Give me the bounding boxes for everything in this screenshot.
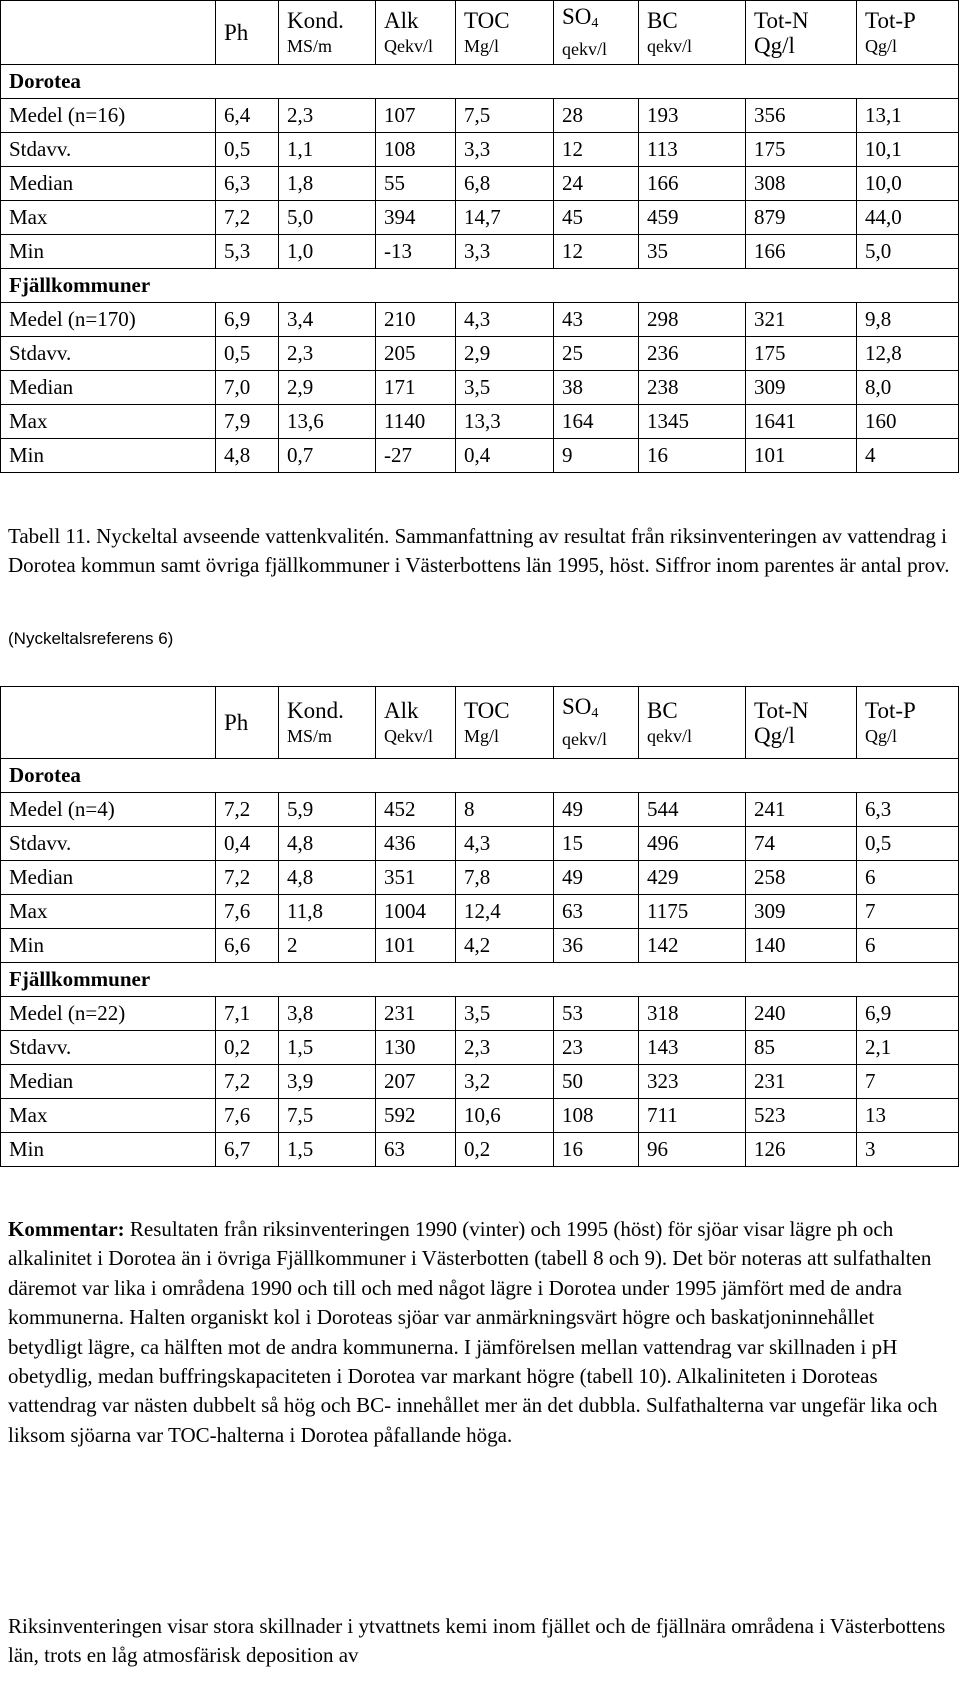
table-cell: 241 bbox=[746, 793, 857, 827]
row-label: Medel (n=170) bbox=[1, 303, 216, 337]
header-corner-cell bbox=[1, 1, 216, 65]
column-header-unit: Qg/l bbox=[754, 722, 795, 748]
table-cell: 2,3 bbox=[456, 1031, 554, 1065]
table-cell: 1175 bbox=[639, 895, 746, 929]
table-cell: 2,9 bbox=[279, 371, 376, 405]
table-cell: 38 bbox=[554, 371, 639, 405]
table-cell: 175 bbox=[746, 133, 857, 167]
table-cell: 3,4 bbox=[279, 303, 376, 337]
table-cell: 9,8 bbox=[857, 303, 959, 337]
column-header-name: TOC bbox=[464, 697, 510, 723]
table-cell: 13,3 bbox=[456, 405, 554, 439]
table-cell: 49 bbox=[554, 793, 639, 827]
table-cell: 0,4 bbox=[456, 439, 554, 473]
section-row bbox=[1, 269, 959, 303]
column-header-subscript: 4 bbox=[591, 706, 599, 721]
column-header bbox=[554, 687, 639, 759]
column-header bbox=[279, 687, 376, 759]
table-cell: 3 bbox=[857, 1133, 959, 1167]
table-cell: 240 bbox=[746, 997, 857, 1031]
column-header-name-wrap bbox=[562, 4, 638, 37]
column-header bbox=[279, 1, 376, 65]
column-header-name: Kond. bbox=[287, 697, 344, 723]
column-header-subscript: 4 bbox=[591, 16, 599, 31]
table-cell: 113 bbox=[639, 133, 746, 167]
table-row bbox=[1, 997, 959, 1031]
table-cell: 35 bbox=[639, 235, 746, 269]
table-cell: 193 bbox=[639, 99, 746, 133]
table-cell: 1,5 bbox=[279, 1031, 376, 1065]
table-cell: 321 bbox=[746, 303, 857, 337]
table-cell: 4,8 bbox=[216, 439, 279, 473]
row-label: Min bbox=[1, 439, 216, 473]
table-cell: 3,8 bbox=[279, 997, 376, 1031]
table-cell: 166 bbox=[639, 167, 746, 201]
table-cell: 10,0 bbox=[857, 167, 959, 201]
table-cell: 142 bbox=[639, 929, 746, 963]
table-cell: 15 bbox=[554, 827, 639, 861]
table-cell: 107 bbox=[376, 99, 456, 133]
table-cell: 258 bbox=[746, 861, 857, 895]
table-row bbox=[1, 201, 959, 235]
table-row bbox=[1, 133, 959, 167]
column-header-unit: Qg/l bbox=[865, 35, 898, 56]
table-cell: 5,3 bbox=[216, 235, 279, 269]
table-cell: 356 bbox=[746, 99, 857, 133]
table-cell: 205 bbox=[376, 337, 456, 371]
table-cell: 309 bbox=[746, 895, 857, 929]
table-cell: 7,2 bbox=[216, 793, 279, 827]
table-cell: 2,3 bbox=[279, 99, 376, 133]
caption-reference: (Nyckeltalsreferens 6) bbox=[8, 629, 174, 648]
table-row bbox=[1, 1065, 959, 1099]
table-cell: 44,0 bbox=[857, 201, 959, 235]
table-cell: -27 bbox=[376, 439, 456, 473]
table-cell: 43 bbox=[554, 303, 639, 337]
table-cell: 53 bbox=[554, 997, 639, 1031]
table-cell: 1004 bbox=[376, 895, 456, 929]
table-cell: 4,3 bbox=[456, 827, 554, 861]
row-label: Stdavv. bbox=[1, 133, 216, 167]
table-cell: 2,1 bbox=[857, 1031, 959, 1065]
table-cell: 164 bbox=[554, 405, 639, 439]
row-label: Min bbox=[1, 929, 216, 963]
table-cell: 7,5 bbox=[456, 99, 554, 133]
row-label: Median bbox=[1, 1065, 216, 1099]
column-header bbox=[746, 687, 857, 759]
column-header bbox=[216, 1, 279, 65]
final-paragraph: Riksinventeringen visar stora skillnader i ytvattnets kemi inom fjället och de fjällnära områdena i Västerbottens län, trots en låg atmosfärisk deposition av bbox=[8, 1614, 946, 1668]
table-cell: 7,9 bbox=[216, 405, 279, 439]
row-label: Stdavv. bbox=[1, 1031, 216, 1065]
table-cell: 4,3 bbox=[456, 303, 554, 337]
table-cell: 10,6 bbox=[456, 1099, 554, 1133]
table-row bbox=[1, 337, 959, 371]
table-cell: 7,1 bbox=[216, 997, 279, 1031]
column-header-unit: qekv/l bbox=[562, 729, 607, 749]
table-cell: 0,2 bbox=[216, 1031, 279, 1065]
column-header-name: BC bbox=[647, 697, 678, 723]
table-cell: 429 bbox=[639, 861, 746, 895]
table-cell: 7,6 bbox=[216, 1099, 279, 1133]
table-cell: 210 bbox=[376, 303, 456, 337]
column-header-unit: Qg/l bbox=[865, 725, 898, 746]
column-header bbox=[456, 687, 554, 759]
table-row bbox=[1, 405, 959, 439]
table-cell: 171 bbox=[376, 371, 456, 405]
table-cell: 9 bbox=[554, 439, 639, 473]
table-cell: 12,8 bbox=[857, 337, 959, 371]
table-row bbox=[1, 861, 959, 895]
table-cell: 1641 bbox=[746, 405, 857, 439]
section-title: Dorotea bbox=[1, 65, 959, 99]
table-cell: 0,4 bbox=[216, 827, 279, 861]
column-header bbox=[554, 1, 639, 65]
header-row bbox=[1, 687, 959, 759]
table-cell: 6,3 bbox=[216, 167, 279, 201]
table-cell: 459 bbox=[639, 201, 746, 235]
column-header bbox=[456, 1, 554, 65]
table-cell: 130 bbox=[376, 1031, 456, 1065]
table-cell: 7 bbox=[857, 895, 959, 929]
table-cell: 7 bbox=[857, 1065, 959, 1099]
column-header-name: SO bbox=[562, 4, 592, 29]
table-cell: 3,9 bbox=[279, 1065, 376, 1099]
table-cell: 175 bbox=[746, 337, 857, 371]
table-cell: 8 bbox=[456, 793, 554, 827]
column-header bbox=[376, 1, 456, 65]
table-cell: 36 bbox=[554, 929, 639, 963]
table-cell: 12 bbox=[554, 133, 639, 167]
table-cell: 13,1 bbox=[857, 99, 959, 133]
table-cell: 4,8 bbox=[279, 827, 376, 861]
table-row bbox=[1, 793, 959, 827]
table-cell: 16 bbox=[554, 1133, 639, 1167]
table-cell: 236 bbox=[639, 337, 746, 371]
table-cell: 2 bbox=[279, 929, 376, 963]
column-header-unit: Qg/l bbox=[754, 32, 795, 58]
table-cell: 12,4 bbox=[456, 895, 554, 929]
table-caption: Tabell 11. Nyckeltal avseende vattenkvalitén. Sammanfattning av resultat från riksinventeringen av vattendrag i Dorotea kommun samt övriga fjällkommuner i Västerbottens län 1995, höst. Siffror inom parentes är antal prov. bbox=[8, 524, 950, 577]
table-cell: 4 bbox=[857, 439, 959, 473]
section-title: Dorotea bbox=[1, 759, 959, 793]
column-header-unit: Qekv/l bbox=[384, 35, 433, 56]
table-cell: 96 bbox=[639, 1133, 746, 1167]
table-cell: 11,8 bbox=[279, 895, 376, 929]
column-header-name: SO bbox=[562, 694, 592, 719]
table-cell: 0,5 bbox=[216, 133, 279, 167]
table-cell: 74 bbox=[746, 827, 857, 861]
table-row bbox=[1, 439, 959, 473]
table-cell: 28 bbox=[554, 99, 639, 133]
row-label: Max bbox=[1, 895, 216, 929]
column-header-unit: qekv/l bbox=[647, 35, 692, 56]
comment-text: Resultaten från riksinventeringen 1990 (vinter) och 1995 (höst) för sjöar visar lägre ph och alkalinitet i Dorotea än i övriga Fjällkommuner i Västerbotten (tabell 8 och 9). Det bör noteras att sulfathalten däremot var lika i områdena 1990 och till och med något lägre i Dorotea under 1995 jämfört med de andra kommunerna. Halten organiskt kol i Doroteas sjöar var anmärkningsvärt högre och baskatjoninnehållet betydligt lägre, ca hälften mot de andra kommunerna. I jämförelsen mellan vattendrag var skillnaden i pH obetydlig, medan buffringskapaciteten i Dorotea var markant högre (tabell 10). Alkaliniteten i Doroteas vattendrag var nästen dubbelt så hög och BC- innehållet mer än det dubbla. Sulfathalterna var ungefär lika och liksom sjöarna var TOC-halterna i Dorotea påfallande höga. bbox=[8, 1217, 938, 1447]
table-cell: 63 bbox=[554, 895, 639, 929]
table-cell: 24 bbox=[554, 167, 639, 201]
table-cell: 101 bbox=[376, 929, 456, 963]
table-cell: 108 bbox=[554, 1099, 639, 1133]
table-cell: 7,0 bbox=[216, 371, 279, 405]
table-cell: 298 bbox=[639, 303, 746, 337]
column-header-name: Tot-P bbox=[865, 7, 916, 33]
table-row bbox=[1, 99, 959, 133]
table-cell: 3,2 bbox=[456, 1065, 554, 1099]
table-cell: 231 bbox=[746, 1065, 857, 1099]
row-label: Max bbox=[1, 1099, 216, 1133]
section-row bbox=[1, 963, 959, 997]
column-header-unit: MS/m bbox=[287, 35, 333, 56]
table-cell: 1,0 bbox=[279, 235, 376, 269]
table-cell: 143 bbox=[639, 1031, 746, 1065]
table-cell: 452 bbox=[376, 793, 456, 827]
table-row bbox=[1, 1133, 959, 1167]
table-row bbox=[1, 167, 959, 201]
table-cell: 7,2 bbox=[216, 201, 279, 235]
column-header-name: Tot-N bbox=[754, 697, 809, 723]
table-cell: 85 bbox=[746, 1031, 857, 1065]
table-row bbox=[1, 895, 959, 929]
column-header bbox=[216, 687, 279, 759]
column-header-name: Tot-N bbox=[754, 7, 809, 33]
table-cell: 394 bbox=[376, 201, 456, 235]
column-header-name: Tot-P bbox=[865, 697, 916, 723]
table-cell: 2,9 bbox=[456, 337, 554, 371]
row-label: Min bbox=[1, 1133, 216, 1167]
table-cell: 323 bbox=[639, 1065, 746, 1099]
table-cell: 308 bbox=[746, 167, 857, 201]
table-cell: 6,3 bbox=[857, 793, 959, 827]
table-1-body bbox=[1, 1, 959, 473]
table-cell: 1,5 bbox=[279, 1133, 376, 1167]
column-header-name: Ph bbox=[224, 19, 249, 45]
water-quality-table-2 bbox=[0, 686, 959, 1167]
table-cell: 3,5 bbox=[456, 997, 554, 1031]
table-cell: 1140 bbox=[376, 405, 456, 439]
column-header-unit: MS/m bbox=[287, 725, 333, 746]
table-cell: 231 bbox=[376, 997, 456, 1031]
table-cell: 13,6 bbox=[279, 405, 376, 439]
table-cell: 45 bbox=[554, 201, 639, 235]
table-cell: 6,9 bbox=[216, 303, 279, 337]
table-cell: 318 bbox=[639, 997, 746, 1031]
section-row bbox=[1, 759, 959, 793]
table-cell: 0,5 bbox=[857, 827, 959, 861]
table-cell: 544 bbox=[639, 793, 746, 827]
table-cell: 7,8 bbox=[456, 861, 554, 895]
table-cell: 49 bbox=[554, 861, 639, 895]
section-title: Fjällkommuner bbox=[1, 963, 959, 997]
table-cell: 101 bbox=[746, 439, 857, 473]
table-cell: 436 bbox=[376, 827, 456, 861]
table-cell: 6 bbox=[857, 861, 959, 895]
water-quality-table-1 bbox=[0, 0, 959, 473]
table-cell: 16 bbox=[639, 439, 746, 473]
column-header-unit: Qekv/l bbox=[384, 725, 433, 746]
table-cell: 3,5 bbox=[456, 371, 554, 405]
table-cell: 166 bbox=[746, 235, 857, 269]
table-cell: 523 bbox=[746, 1099, 857, 1133]
comment-paragraph bbox=[8, 1215, 953, 1450]
row-label: Max bbox=[1, 201, 216, 235]
table-cell: 23 bbox=[554, 1031, 639, 1065]
column-header-name: Alk bbox=[384, 697, 419, 723]
column-header-unit: qekv/l bbox=[647, 725, 692, 746]
row-label: Medel (n=16) bbox=[1, 99, 216, 133]
table-row bbox=[1, 929, 959, 963]
table-cell: 50 bbox=[554, 1065, 639, 1099]
table-cell: 711 bbox=[639, 1099, 746, 1133]
column-header-name: Alk bbox=[384, 7, 419, 33]
section-title: Fjällkommuner bbox=[1, 269, 959, 303]
row-label: Min bbox=[1, 235, 216, 269]
table-cell: 6 bbox=[857, 929, 959, 963]
table-cell: 879 bbox=[746, 201, 857, 235]
table-cell: 309 bbox=[746, 371, 857, 405]
column-header-name: Ph bbox=[224, 709, 249, 735]
table-cell: 126 bbox=[746, 1133, 857, 1167]
table-cell: 3,3 bbox=[456, 133, 554, 167]
table-cell: 5,0 bbox=[279, 201, 376, 235]
column-header bbox=[376, 687, 456, 759]
table-cell: 351 bbox=[376, 861, 456, 895]
column-header-unit: Mg/l bbox=[464, 35, 500, 56]
table-cell: 63 bbox=[376, 1133, 456, 1167]
column-header bbox=[639, 1, 746, 65]
table-cell: 12 bbox=[554, 235, 639, 269]
table-cell: 7,2 bbox=[216, 861, 279, 895]
row-label: Median bbox=[1, 371, 216, 405]
table-2-body bbox=[1, 687, 959, 1167]
table-cell: 0,7 bbox=[279, 439, 376, 473]
table-cell: 6,9 bbox=[857, 997, 959, 1031]
table-cell: 4,8 bbox=[279, 861, 376, 895]
table-cell: 207 bbox=[376, 1065, 456, 1099]
table-cell: 5,9 bbox=[279, 793, 376, 827]
table-row bbox=[1, 827, 959, 861]
table-cell: 10,1 bbox=[857, 133, 959, 167]
row-label: Median bbox=[1, 167, 216, 201]
header-corner-cell bbox=[1, 687, 216, 759]
table-cell: 6,8 bbox=[456, 167, 554, 201]
table-cell: 140 bbox=[746, 929, 857, 963]
column-header-unit: Mg/l bbox=[464, 725, 500, 746]
table-cell: 13 bbox=[857, 1099, 959, 1133]
table-cell: 7,5 bbox=[279, 1099, 376, 1133]
table-cell: 7,6 bbox=[216, 895, 279, 929]
table-cell: 5,0 bbox=[857, 235, 959, 269]
row-label: Stdavv. bbox=[1, 337, 216, 371]
column-header-name-wrap bbox=[562, 694, 638, 727]
table-row bbox=[1, 235, 959, 269]
table-cell: 6,4 bbox=[216, 99, 279, 133]
column-header bbox=[746, 1, 857, 65]
column-header-name: TOC bbox=[464, 7, 510, 33]
table-cell: 3,3 bbox=[456, 235, 554, 269]
table-cell: 238 bbox=[639, 371, 746, 405]
table-cell: 1345 bbox=[639, 405, 746, 439]
column-header-name: BC bbox=[647, 7, 678, 33]
column-header bbox=[639, 687, 746, 759]
table-cell: 0,2 bbox=[456, 1133, 554, 1167]
row-label: Medel (n=4) bbox=[1, 793, 216, 827]
table-cell: 55 bbox=[376, 167, 456, 201]
table-cell: 25 bbox=[554, 337, 639, 371]
table-cell: 108 bbox=[376, 133, 456, 167]
column-header bbox=[857, 687, 959, 759]
table-cell: 592 bbox=[376, 1099, 456, 1133]
row-label: Stdavv. bbox=[1, 827, 216, 861]
table-cell: 0,5 bbox=[216, 337, 279, 371]
table-cell: 6,7 bbox=[216, 1133, 279, 1167]
table-cell: 160 bbox=[857, 405, 959, 439]
table-row bbox=[1, 371, 959, 405]
table-row bbox=[1, 1099, 959, 1133]
table-row bbox=[1, 303, 959, 337]
table-cell: 496 bbox=[639, 827, 746, 861]
table-row bbox=[1, 1031, 959, 1065]
table-cell: 8,0 bbox=[857, 371, 959, 405]
table-cell: 1,8 bbox=[279, 167, 376, 201]
column-header-unit: qekv/l bbox=[562, 39, 607, 59]
section-row bbox=[1, 65, 959, 99]
table-cell: 7,2 bbox=[216, 1065, 279, 1099]
table-cell: 1,1 bbox=[279, 133, 376, 167]
header-row bbox=[1, 1, 959, 65]
table-cell: 6,6 bbox=[216, 929, 279, 963]
column-header bbox=[857, 1, 959, 65]
row-label: Median bbox=[1, 861, 216, 895]
table-cell: 14,7 bbox=[456, 201, 554, 235]
table-cell: 2,3 bbox=[279, 337, 376, 371]
table-cell: 4,2 bbox=[456, 929, 554, 963]
column-header-name: Kond. bbox=[287, 7, 344, 33]
table-cell: -13 bbox=[376, 235, 456, 269]
row-label: Medel (n=22) bbox=[1, 997, 216, 1031]
row-label: Max bbox=[1, 405, 216, 439]
comment-label: Kommentar: bbox=[8, 1217, 125, 1241]
